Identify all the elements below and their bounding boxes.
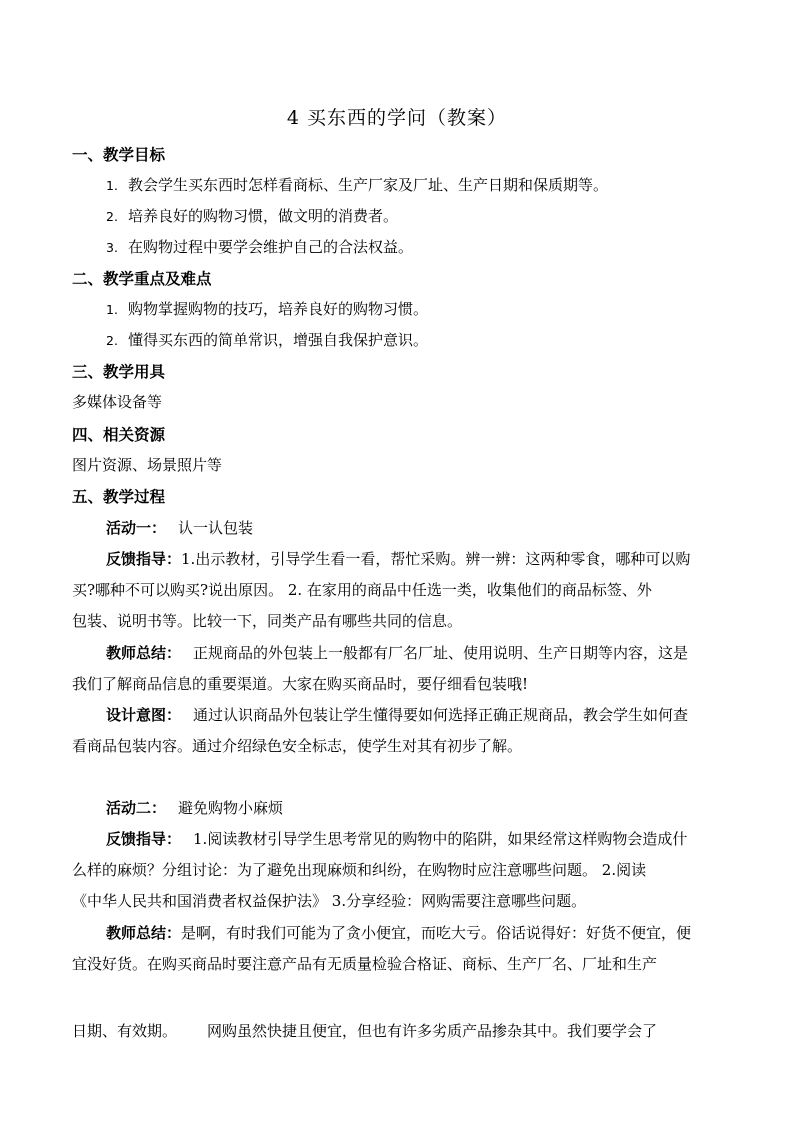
- section-heading-goals: 一、教学目标: [72, 145, 166, 164]
- section-text-resources: 图片资源、场景照片等: [72, 456, 223, 474]
- section-heading-keypoints: 二、教学重点及难点: [72, 269, 212, 288]
- paragraph-line: 我们了解商品信息的重要渠道。大家在购买商品时，要仔细看包装哦!: [72, 675, 529, 693]
- activity-2-heading: 活动二： 避免购物小麻烦: [106, 799, 284, 817]
- section-heading-resources: 四、相关资源: [72, 425, 166, 444]
- list-item: 3. 在购物过程中要学会维护自己的合法权益。: [106, 238, 414, 256]
- page-title: 4 买东西的学问（教案）: [286, 107, 508, 129]
- paragraph-line: 宜没好货。在购买商品时要注意产品有无质量检验合格证、商标、生产厂名、厂址和生产: [72, 955, 658, 973]
- paragraph-line: 《中华人民共和国消费者权益保护法》 3.分享经验：网购需要注意哪些问题。: [72, 892, 587, 910]
- paragraph-line: 包装、说明书等。比较一下，同类产品有哪些共同的信息。: [72, 612, 463, 630]
- section-heading-tools: 三、教学用具: [72, 362, 166, 381]
- activity-1-design: 设计意图： 通过认识商品外包装让学生懂得要如何选择正确正规商品，教会学生如何查: [106, 706, 689, 724]
- activity-2-summary: 教师总结：是啊，有时我们可能为了贪小便宜，而吃大亏。俗话说得好：好货不便宜，便: [106, 924, 692, 942]
- activity-1-summary: 教师总结： 正规商品的外包装上一般都有厂名厂址、使用说明、生产日期等内容，这是: [106, 644, 689, 662]
- list-item: 2. 懂得买东西的简单常识，增强自我保护意识。: [106, 331, 429, 349]
- activity-2-feedback: 反馈指导： 1.阅读教材引导学生思考常见的购物中的陷阱，如果经常这样购物会造成什: [106, 830, 688, 848]
- paragraph-line: 看商品包装内容。通过介绍绿色安全标志，使学生对其有初步了解。: [72, 737, 523, 755]
- paragraph-line: 买?哪种不可以购买?说出原因。 2. 在家用的商品中任选一类，收集他们的商品标签、外: [72, 581, 652, 599]
- paragraph-line: 么样的麻烦？分组讨论：为了避免出现麻烦和纠纷，在购物时应注意哪些问题。 2.阅读: [72, 861, 647, 879]
- section-text-tools: 多媒体设备等: [72, 393, 163, 411]
- list-item: 2. 培养良好的购物习惯，做文明的消费者。: [106, 207, 399, 225]
- paragraph-line: 日期、有效期。 网购虽然快捷且便宜，但也有许多劣质产品掺杂其中。我们要学会了: [72, 1022, 658, 1040]
- activity-1-feedback: 反馈指导：1.出示教材，引导学生看一看，帮忙采购。辨一辨：这两种零食，哪种可以购: [106, 550, 691, 568]
- activity-1-heading: 活动一： 认一认包装: [106, 519, 254, 537]
- section-heading-process: 五、教学过程: [72, 487, 166, 506]
- list-item: 1. 教会学生买东西时怎样看商标、生产厂家及厂址、生产日期和保质期等。: [106, 176, 609, 194]
- list-item: 1. 购物掌握购物的技巧，培养良好的购物习惯。: [106, 300, 429, 318]
